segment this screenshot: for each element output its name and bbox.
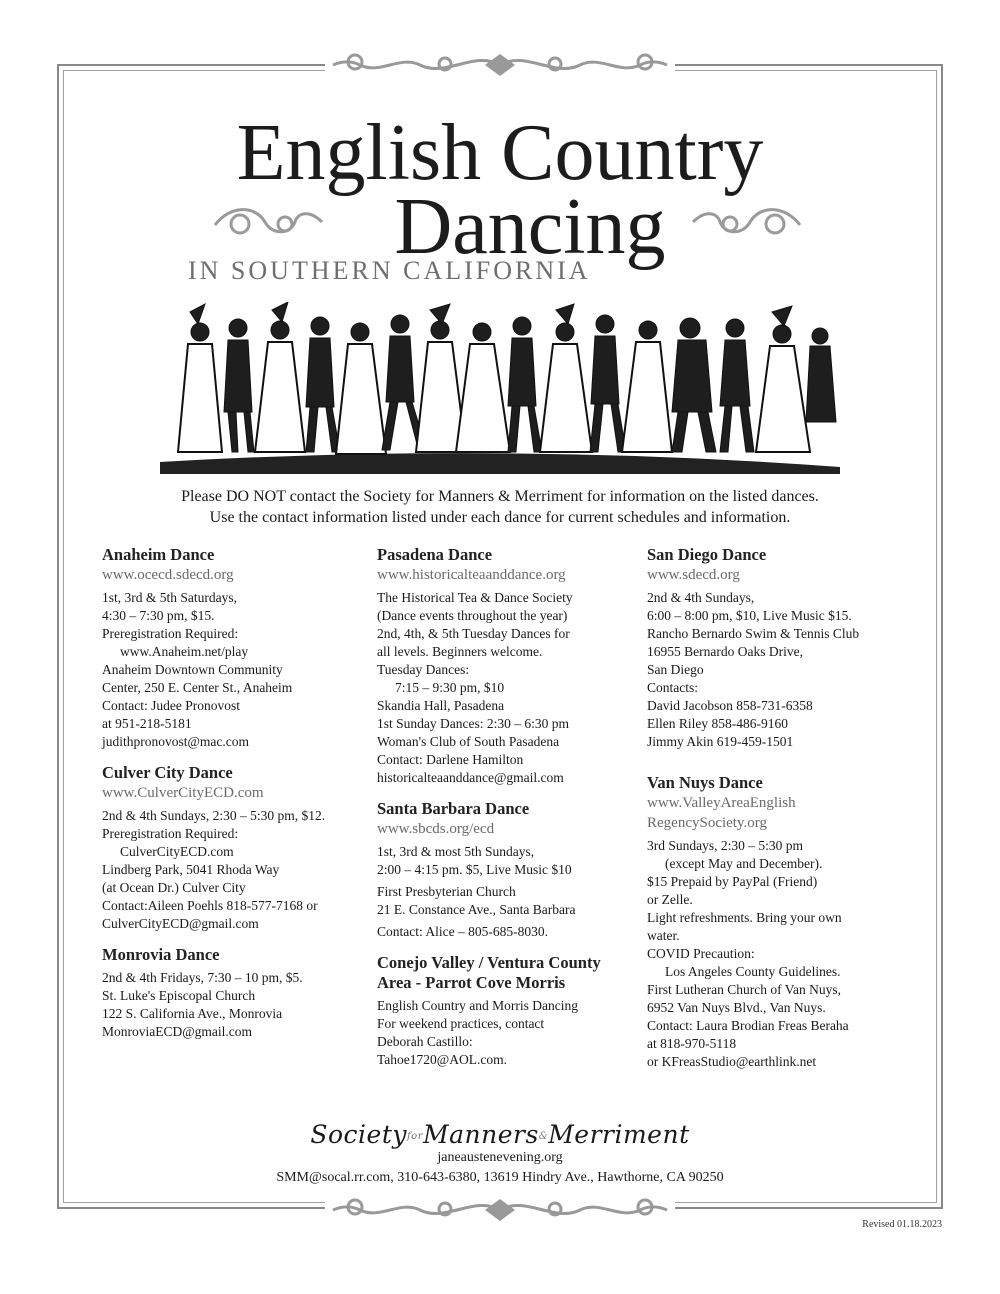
listing-line: Tahoe1720@AOL.com. — [377, 1052, 507, 1067]
page-title-line2: Dancing — [394, 183, 666, 271]
listing-line: Ellen Riley 858-486-9160 — [647, 716, 788, 731]
listing-line: at 818-970-5118 — [647, 1036, 737, 1051]
dance-name: Pasadena Dance — [377, 545, 493, 564]
page-subtitle: IN SOUTHERN CALIFORNIA — [188, 256, 591, 285]
listing-line: water. — [647, 928, 680, 943]
revised-date: Revised 01.18.2023 — [862, 1219, 942, 1230]
dance-name: San Diego Dance — [647, 545, 767, 564]
dance-url[interactable]: www.ocecd.sdecd.org — [102, 567, 234, 583]
listing-line: 2nd & 4th Fridays, 7:30 – 10 pm, $5. — [102, 970, 303, 985]
dance-name: Conejo Valley / Ventura County — [377, 953, 601, 972]
bottom-scroll-ornament — [325, 1195, 675, 1225]
logo-and: & — [538, 1131, 549, 1142]
culver-city-dance-listing — [102, 763, 362, 933]
listing-line: (at Ocean Dr.) Culver City — [102, 880, 246, 895]
listing-line: Contact: Laura Brodian Freas Beraha — [647, 1018, 849, 1033]
listing-line: 2nd, 4th, & 5th Tuesday Dances for — [377, 626, 570, 641]
listing-line: 2nd & 4th Sundays, 2:30 – 5:30 pm, $12. — [102, 808, 326, 823]
listing-line: 7:15 – 9:30 pm, $10 — [395, 680, 505, 695]
listing-column-3 — [647, 545, 917, 1083]
dance-url[interactable]: www.CulverCityECD.com — [102, 785, 264, 801]
dance-name: Santa Barbara Dance — [377, 799, 530, 818]
listing-line: judithpronovost@mac.com — [102, 734, 250, 749]
listing-line: First Presbyterian Church — [377, 884, 516, 899]
anaheim-dance-listing — [102, 545, 362, 751]
listing-line: or Zelle. — [647, 892, 693, 907]
listing-line: Preregistration Required: — [102, 826, 239, 841]
listing-line: 16955 Bernardo Oaks Drive, — [647, 644, 803, 659]
listing-line: San Diego — [647, 662, 704, 677]
listing-line: Tuesday Dances: — [377, 662, 470, 677]
logo-society: Society — [310, 1120, 407, 1149]
listing-line: 2nd & 4th Sundays, — [647, 590, 755, 605]
notice-line-1: Please DO NOT contact the Society for Manners & Merriment for information on the listed dances. — [181, 488, 819, 505]
listing-column-1 — [102, 545, 362, 1053]
listing-line: Center, 250 E. Center St., Anaheim — [102, 680, 293, 695]
notice-line-2: Use the contact information listed under each dance for current schedules and information. — [209, 509, 791, 526]
logo-merriment: Merriment — [548, 1120, 690, 1149]
listing-line: David Jacobson 858-731-6358 — [647, 698, 813, 713]
dance-url-line2[interactable]: RegencySociety.org — [647, 815, 767, 831]
listing-line: Contact: Darlene Hamilton — [377, 752, 524, 767]
listing-line: For weekend practices, contact — [377, 1016, 545, 1031]
listing-line: (except May and December). — [665, 856, 823, 871]
listing-line: Preregistration Required: — [102, 626, 239, 641]
listing-line: Contact: Alice – 805-685-8030. — [377, 924, 548, 939]
listing-line: Woman's Club of South Pasadena — [377, 734, 560, 749]
listing-line: Lindberg Park, 5041 Rhoda Way — [102, 862, 280, 877]
listing-line: MonroviaECD@gmail.com — [102, 1024, 253, 1039]
listing-line: www.Anaheim.net/play — [120, 644, 249, 659]
listing-line: First Lutheran Church of Van Nuys, — [647, 982, 841, 997]
footer-contact: SMM@socal.rr.com, 310-643-6380, 13619 Hindry Ave., Hawthorne, CA 90250 — [276, 1170, 724, 1185]
listing-line: 6:00 – 8:00 pm, $10, Live Music $15. — [647, 608, 852, 623]
logo-for: for — [406, 1131, 423, 1142]
dance-name: Monrovia Dance — [102, 945, 220, 964]
dance-name: Van Nuys Dance — [647, 773, 763, 792]
listing-line: 6952 Van Nuys Blvd., Van Nuys. — [647, 1000, 826, 1015]
dance-name: Culver City Dance — [102, 763, 233, 782]
page-title-line1: English Country — [236, 109, 764, 197]
listing-line: CulverCityECD.com — [120, 844, 234, 859]
listing-line: or KFreasStudio@earthlink.net — [647, 1054, 817, 1069]
dance-url[interactable]: www.historicalteaanddance.org — [377, 567, 566, 583]
listing-line: Contact:Aileen Poehls 818-577-7168 or — [102, 898, 318, 913]
listing-line: Anaheim Downtown Community — [102, 662, 283, 677]
listing-line: English Country and Morris Dancing — [377, 998, 578, 1013]
swirl-ornament-right-icon — [690, 200, 805, 246]
listing-line: 3rd Sundays, 2:30 – 5:30 pm — [647, 838, 804, 853]
listing-line: Light refreshments. Bring your own — [647, 910, 842, 925]
pasadena-dance-listing — [377, 545, 637, 787]
listing-line: Rancho Bernardo Swim & Tennis Club — [647, 626, 860, 641]
listing-line: 4:30 – 7:30 pm, $15. — [102, 608, 215, 623]
santa-barbara-dance-listing — [377, 799, 637, 941]
dance-url-line1[interactable]: www.ValleyAreaEnglish — [647, 795, 796, 811]
listing-line: 21 E. Constance Ave., Santa Barbara — [377, 902, 576, 917]
san-diego-dance-listing — [647, 545, 917, 751]
listing-line: Deborah Castillo: — [377, 1034, 473, 1049]
dance-url[interactable]: www.sdecd.org — [647, 567, 740, 583]
van-nuys-dance-listing — [647, 773, 917, 1071]
listing-line: St. Luke's Episcopal Church — [102, 988, 256, 1003]
conejo-valley-dance-listing — [377, 953, 637, 1069]
dance-url[interactable]: www.sbcds.org/ecd — [377, 821, 495, 837]
logo-manners: Manners — [423, 1120, 539, 1149]
monrovia-dance-listing — [102, 945, 362, 1041]
listing-line: The Historical Tea & Dance Society — [377, 590, 573, 605]
listing-line: all levels. Beginners welcome. — [377, 644, 543, 659]
listing-line: Los Angeles County Guidelines. — [665, 964, 841, 979]
listing-line: COVID Precaution: — [647, 946, 755, 961]
dancers-illustration — [160, 302, 840, 474]
top-scroll-ornament — [325, 50, 675, 80]
dance-name: Area - Parrot Cove Morris — [377, 973, 566, 992]
dance-name: Anaheim Dance — [102, 545, 215, 564]
listing-line: $15 Prepaid by PayPal (Friend) — [647, 874, 818, 889]
listing-line: Contacts: — [647, 680, 698, 695]
listing-line: CulverCityECD@gmail.com — [102, 916, 259, 931]
listing-line: 1st, 3rd & most 5th Sundays, — [377, 844, 535, 859]
society-logo — [0, 1120, 1000, 1149]
listing-line: Jimmy Akin 619-459-1501 — [647, 734, 794, 749]
swirl-ornament-left-icon — [210, 200, 325, 246]
listing-line: 1st Sunday Dances: 2:30 – 6:30 pm — [377, 716, 569, 731]
listing-column-2 — [377, 545, 637, 1081]
listing-line: 122 S. California Ave., Monrovia — [102, 1006, 283, 1021]
listing-line: Skandia Hall, Pasadena — [377, 698, 505, 713]
listing-line: Contact: Judee Pronovost — [102, 698, 240, 713]
listing-line: historicalteaanddance@gmail.com — [377, 770, 564, 785]
footer-website[interactable]: janeaustenevening.org — [437, 1150, 563, 1165]
listing-line: 1st, 3rd & 5th Saturdays, — [102, 590, 237, 605]
listing-line: (Dance events throughout the year) — [377, 608, 568, 623]
listing-line: at 951-218-5181 — [102, 716, 192, 731]
listing-line: 2:00 – 4:15 pm. $5, Live Music $10 — [377, 862, 572, 877]
